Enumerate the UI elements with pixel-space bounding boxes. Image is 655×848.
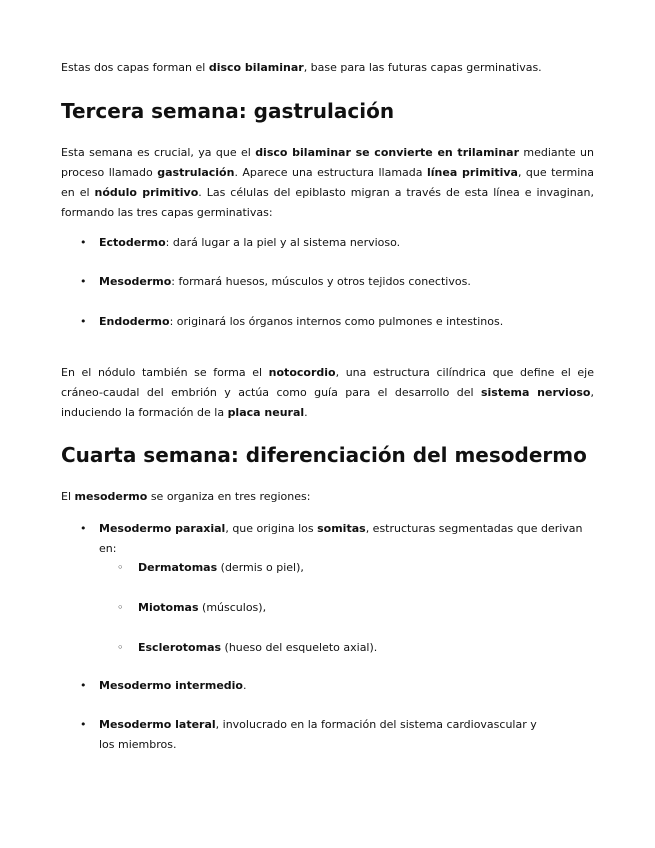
mesoderm-paragraph: El mesodermo se organiza en tres regiones: — [61, 490, 311, 503]
notochord-paragraph: En el nódulo también se forma el notocordio, una estructura cilíndrica que define el eje cráneo-caudal del embrión y actúa como guía para el desarrollo del sistema nervioso, induciendo la formación de la placa neural. — [61, 366, 594, 419]
intro-paragraph: Estas dos capas forman el disco bilaminar, base para las futuras capas germinativas. — [61, 61, 542, 74]
list-item: • Mesodermo paraxial, que origina los somitas, estructuras segmentadas que derivan en: — [61, 519, 594, 559]
list-item: • Ectodermo: dará lugar a la piel y al sistema nervioso. — [61, 233, 594, 253]
germ-layers-list — [61, 233, 594, 332]
list-item: ◦ Esclerotomas (hueso del esqueleto axial). — [61, 638, 594, 658]
week3-heading: Tercera semana: gastrulación — [61, 99, 395, 123]
list-item: • Mesodermo intermedio. — [61, 676, 594, 696]
list-item: ◦ Miotomas (músculos), — [61, 598, 594, 618]
mesoderm-list — [61, 519, 594, 559]
week4-heading: Cuarta semana: diferenciación del mesodermo — [61, 443, 587, 467]
gastrulation-paragraph: Esta semana es crucial, ya que el disco bilaminar se convierte en trilaminar mediante un proceso llamado gastrulación. Aparece una estructura llamada línea primitiva, que termina en el nódulo primitivo. Las células del epiblasto migran a través de esta línea e invaginan, formando las tres capas germinativas: — [61, 146, 594, 219]
list-item: ◦ Dermatomas (dermis o piel), — [61, 558, 594, 578]
somite-derivatives-list — [61, 558, 594, 658]
list-item: • Mesodermo lateral, involucrado en la formación del sistema cardiovascular y los miembros. — [61, 715, 539, 755]
list-item: • Endodermo: originará los órganos internos como pulmones e intestinos. — [61, 312, 594, 332]
mesoderm-list-continued — [61, 676, 594, 755]
list-item: • Mesodermo: formará huesos, músculos y otros tejidos conectivos. — [61, 272, 594, 292]
